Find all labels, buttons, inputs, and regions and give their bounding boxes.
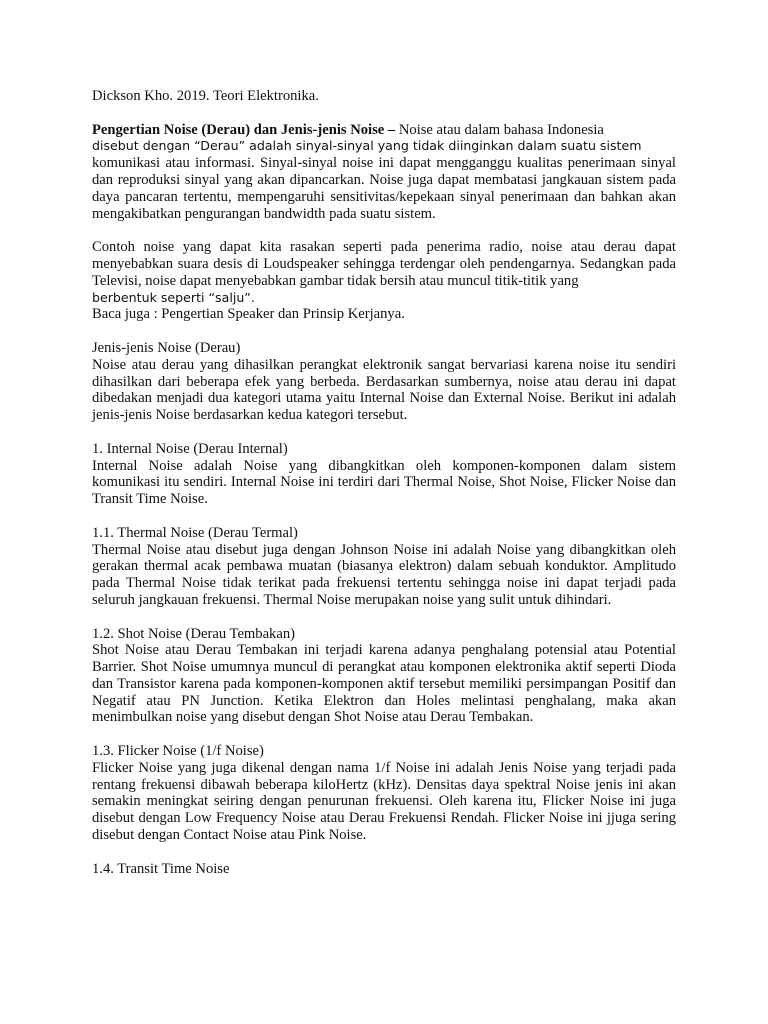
- citation-text: Dickson Kho. 2019. Teori Elektronika.: [92, 88, 319, 104]
- intro-paragraph: [92, 122, 676, 223]
- flicker-heading: 1.3. Flicker Noise (1/f Noise): [92, 743, 264, 760]
- flicker-section: [92, 743, 676, 844]
- types-section: [92, 340, 676, 424]
- example-sans-tail: berbentuk seperti “salju”.: [92, 289, 255, 305]
- shot-text: Shot Noise atau Derau Tembakan ini terjadi karena adanya penghalang potensial atau Potential Barrier. Shot Noise umumnya muncul di perangkat atau komponen elektronika aktif seperti Dioda dan Transistor karena pada komponen-komponen aktif tersebut memiliki persimpangan Positif dan Negatif atau PN Junction. Ketika Elektron dan Holes melintasi penghalang, maka akan menimbulkan noise yang disebut dengan Shot Noise atau Derau Tembakan.: [92, 642, 676, 726]
- example-paragraph: [92, 239, 676, 306]
- internal-section: [92, 441, 676, 508]
- internal-text: Internal Noise adalah Noise yang dibangkitkan oleh komponen-komponen dalam sistem komunikasi itu sendiri. Internal Noise ini terdiri dari Thermal Noise, Shot Noise, Flicker Noise dan Transit Time Noise.: [92, 457, 676, 508]
- intro-text-line2: disebut dengan “Derau” adalah sinyal-sinyal yang tidak diinginkan dalam suatu sistem: [92, 138, 642, 154]
- thermal-heading: 1.1. Thermal Noise (Derau Termal): [92, 524, 298, 541]
- types-text: Noise atau derau yang dihasilkan perangkat elektronik sangat bervariasi karena noise itu sendiri dihasilkan dari beberapa efek yang berbeda. Berdasarkan sumbernya, noise atau derau ini dapat dibedakan menjadi dua kategori utama yaitu Internal Noise dan External Noise. Berikut ini adalah jenis-jenis Noise berdasarkan kedua kategori tersebut.: [92, 356, 676, 424]
- thermal-section: [92, 525, 676, 609]
- thermal-text: Thermal Noise atau disebut juga dengan Johnson Noise ini adalah Noise yang dibangkitkan oleh gerakan thermal acak pembawa muatan (biasanya elektron) dalam sebuah konduktor. Amplitudo pada Thermal Noise tidak terikat pada frekuensi tertentu sehingga noise ini dapat terjadi pada seluruh jangkauan frekuensi. Thermal Noise merupakan noise yang sulit untuk dihindari.: [92, 541, 676, 608]
- intro-bold-lead: Pengertian Noise (Derau) dan Jenis-jenis Noise –: [92, 121, 396, 138]
- transit-section: [92, 861, 676, 878]
- flicker-text: Flicker Noise yang juga dikenal dengan nama 1/f Noise ini adalah Jenis Noise yang terjadi pada rentang frekuensi dibawah beberapa kiloHertz (kHz). Densitas daya spektral Noise jenis ini akan semakin meningkat seiring dengan penurunan frekuensi. Oleh karena itu, Flicker Noise ini juga disebut dengan Low Frequency Noise atau Derau Frekuensi Rendah. Flicker Noise ini jjuga sering disebut dengan Contact Noise atau Pink Noise.: [92, 759, 676, 844]
- shot-section: [92, 626, 676, 727]
- intro-text-line1: Noise atau dalam bahasa Indonesia: [395, 121, 604, 138]
- types-heading: Jenis-jenis Noise (Derau): [92, 339, 241, 356]
- internal-heading: 1. Internal Noise (Derau Internal): [92, 440, 288, 457]
- see-also-text: Baca juga : Pengertian Speaker dan Prinsip Kerjanya.: [92, 306, 405, 323]
- intro-text-rest: komunikasi atau informasi. Sinyal-sinyal noise ini dapat mengganggu kualitas penerimaan sinyal dan reproduksi sinyal yang akan dipancarkan. Noise juga dapat membatasi jangkauan sistem pada daya pancaran tertentu, mempengaruhi sensitivitas/kepekaan sinyal penerimaan dan bahkan akan mengakibatkan pengurangan bandwidth pada suatu sistem.: [92, 155, 676, 222]
- see-also-line: [92, 306, 676, 323]
- document-page: [92, 88, 676, 894]
- shot-heading: 1.2. Shot Noise (Derau Tembakan): [92, 625, 295, 642]
- example-text: Contoh noise yang dapat kita rasakan seperti pada penerima radio, noise atau derau dapat menyebabkan suara desis di Loudspeaker sehingga terdengar oleh pendengarnya. Sedangkan pada Televisi, noise dapat menyebabkan gambar tidak bersih atau muncul titik-titik yang: [92, 239, 676, 289]
- transit-heading: 1.4. Transit Time Noise: [92, 860, 230, 877]
- citation: [92, 88, 676, 105]
